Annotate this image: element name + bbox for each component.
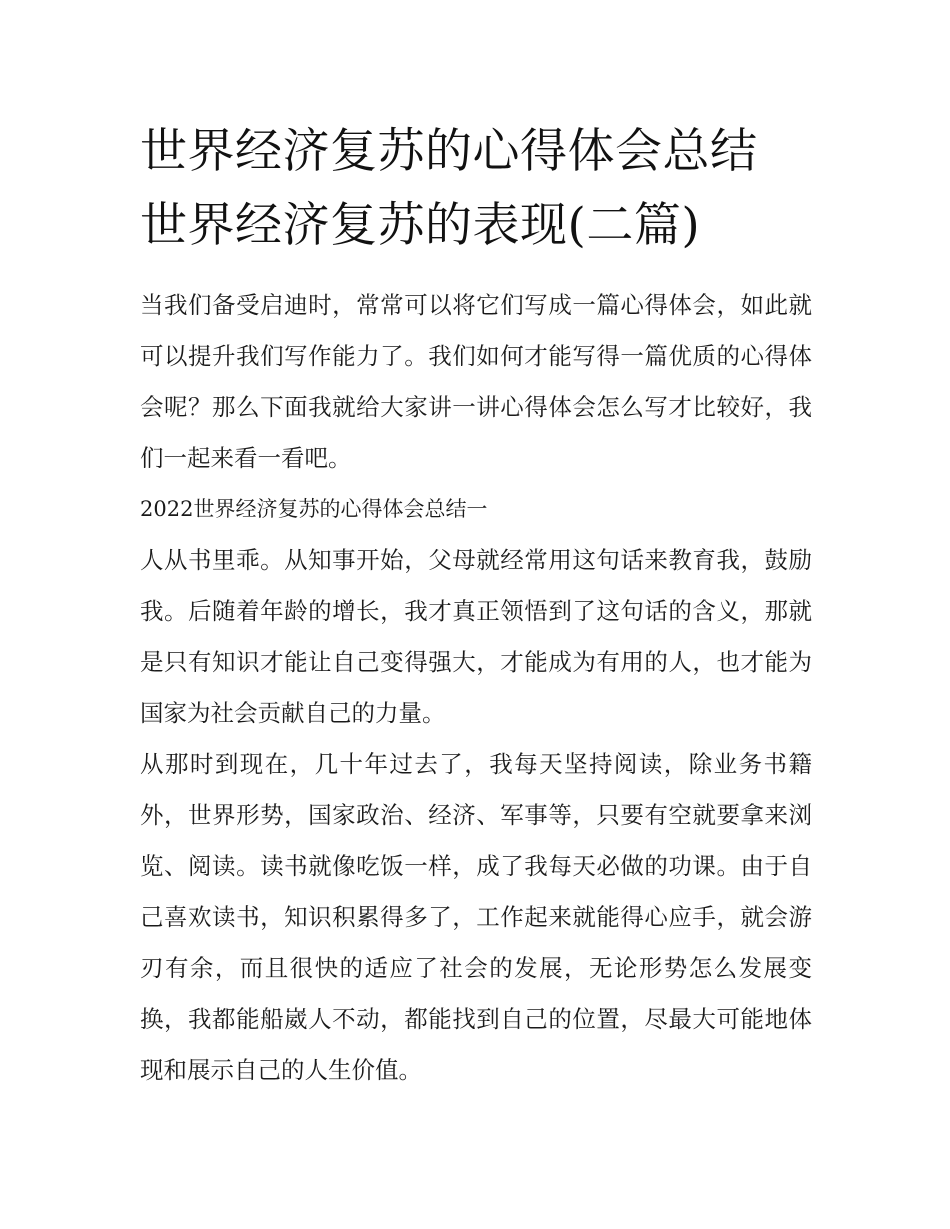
body-paragraph-2: 从那时到现在，几十年过去了，我每天坚持阅读，除业务书籍外，世界形势，国家政治、经济、军事等，只要有空就要拿来浏览、阅读。读书就像吃饭一样，成了我每天必做的功课。由于自己喜欢读书，知识积累得多了，工作起来就能得心应手，就会游刃有余，而且很快的适应了社会的发展，无论形势怎么发展变换，我都能船崴人不动，都能找到自己的位置，尽最大可能地体现和展示自己的人生价值。 [140, 750, 812, 1084]
page-title [140, 115, 820, 263]
title-line-2: 世界经济复苏的表现(二篇) [140, 198, 701, 253]
title-line-1: 世界经济复苏的心得体会总结 [140, 124, 758, 179]
body-paragraph-1: 人从书里乖。从知事开始，父母就经常用这句话来教育我，鼓励我。后随着年龄的增长，我才真正领悟到了这句话的含义，那就是只有知识才能让自己变得强大，才能成为有用的人，也才能为国家为社会贡献自己的力量。 [140, 546, 812, 727]
intro-paragraph: 当我们备受启迪时，常常可以将它们写成一篇心得体会，如此就可以提升我们写作能力了。我们如何才能写得一篇优质的心得体会呢？那么下面我就给大家讲一讲心得体会怎么写才比较好，我们一起来看一看吧。 [140, 291, 812, 472]
document-body [140, 280, 812, 1096]
section-heading: 2022世界经济复苏的心得体会总结一 [140, 497, 488, 521]
